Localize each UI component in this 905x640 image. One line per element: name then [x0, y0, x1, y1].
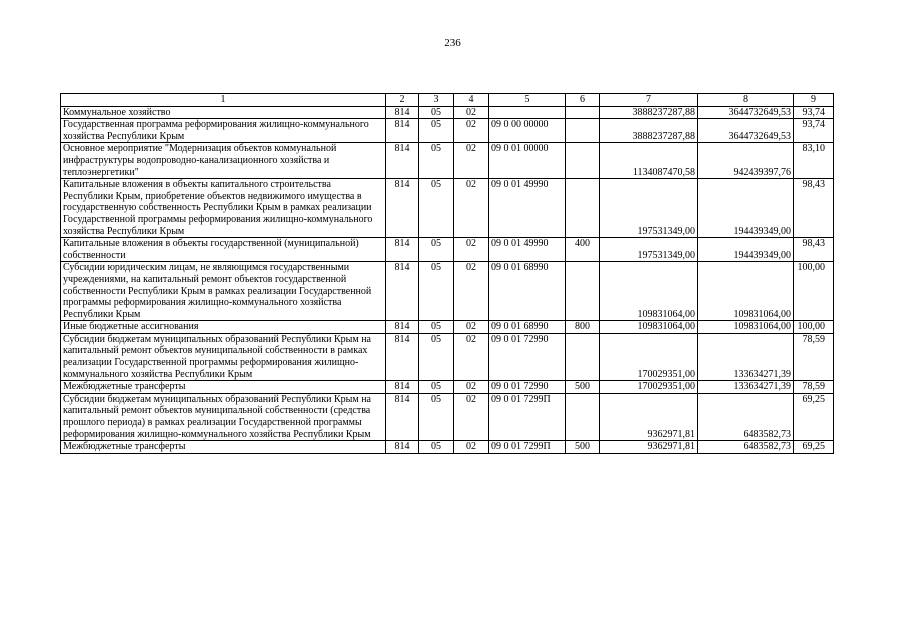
- row-amount-plan-cell: 109831064,00: [600, 262, 698, 321]
- row-amount-actual-cell: 3644732649,53: [698, 119, 794, 143]
- row-target-article-cell: 09 0 01 68990: [489, 262, 566, 321]
- row-amount-actual-cell: 194439349,00: [698, 238, 794, 262]
- table-row: [61, 321, 834, 334]
- row-subsection-cell: 02: [454, 238, 489, 262]
- row-target-article-cell: 09 0 01 72990: [489, 381, 566, 394]
- row-expense-type-cell: [566, 393, 600, 440]
- row-code-cell: 814: [386, 441, 419, 454]
- row-amount-actual-cell: 109831064,00: [698, 262, 794, 321]
- row-amount-actual-cell: 3644732649,53: [698, 106, 794, 119]
- row-expense-type-cell: [566, 333, 600, 380]
- row-subsection-cell: 02: [454, 106, 489, 119]
- row-amount-plan-cell: 1134087470,58: [600, 143, 698, 179]
- row-percent-cell: 93,74: [794, 119, 834, 143]
- row-subsection-cell: 02: [454, 381, 489, 394]
- row-name-cell: Иные бюджетные ассигнования: [61, 321, 386, 334]
- table-row: [61, 441, 834, 454]
- header-cell: 9: [794, 94, 834, 107]
- row-target-article-cell: 09 0 01 49990: [489, 238, 566, 262]
- row-expense-type-cell: 500: [566, 381, 600, 394]
- row-subsection-cell: 02: [454, 441, 489, 454]
- row-name-cell: Субсидии бюджетам муниципальных образований Республики Крым на капитальный ремонт объектов муниципальной собственности в рамках реализации Государственной программы реформирования жилищно-коммунального хозяйства Республики Крым: [61, 333, 386, 380]
- row-code-cell: 814: [386, 381, 419, 394]
- row-expense-type-cell: [566, 262, 600, 321]
- header-cell: 6: [566, 94, 600, 107]
- row-section-cell: 05: [419, 381, 454, 394]
- row-section-cell: 05: [419, 179, 454, 238]
- row-amount-plan-cell: 109831064,00: [600, 321, 698, 334]
- row-percent-cell: 93,74: [794, 106, 834, 119]
- row-code-cell: 814: [386, 321, 419, 334]
- row-amount-plan-cell: 170029351,00: [600, 381, 698, 394]
- row-expense-type-cell: 500: [566, 441, 600, 454]
- row-name-cell: Коммунальное хозяйство: [61, 106, 386, 119]
- row-code-cell: 814: [386, 143, 419, 179]
- row-code-cell: 814: [386, 119, 419, 143]
- table-row: [61, 333, 834, 380]
- row-subsection-cell: 02: [454, 321, 489, 334]
- table-row: [61, 143, 834, 179]
- row-expense-type-cell: [566, 106, 600, 119]
- row-code-cell: 814: [386, 106, 419, 119]
- page-number: 236: [444, 37, 461, 49]
- table-row: [61, 119, 834, 143]
- row-percent-cell: 83,10: [794, 143, 834, 179]
- row-subsection-cell: 02: [454, 179, 489, 238]
- row-amount-actual-cell: 194439349,00: [698, 179, 794, 238]
- table-row: [61, 106, 834, 119]
- row-section-cell: 05: [419, 321, 454, 334]
- row-name-cell: Межбюджетные трансферты: [61, 381, 386, 394]
- row-amount-actual-cell: 133634271,39: [698, 333, 794, 380]
- row-percent-cell: 78,59: [794, 333, 834, 380]
- row-percent-cell: 100,00: [794, 321, 834, 334]
- row-subsection-cell: 02: [454, 143, 489, 179]
- row-amount-plan-cell: 170029351,00: [600, 333, 698, 380]
- row-section-cell: 05: [419, 441, 454, 454]
- table-row: [61, 393, 834, 440]
- row-target-article-cell: 09 0 01 7299П: [489, 393, 566, 440]
- row-section-cell: 05: [419, 262, 454, 321]
- row-amount-actual-cell: 109831064,00: [698, 321, 794, 334]
- row-expense-type-cell: [566, 143, 600, 179]
- row-expense-type-cell: 800: [566, 321, 600, 334]
- row-section-cell: 05: [419, 119, 454, 143]
- header-cell: 3: [419, 94, 454, 107]
- row-target-article-cell: 09 0 01 68990: [489, 321, 566, 334]
- row-target-article-cell: 09 0 01 7299П: [489, 441, 566, 454]
- header-cell: 4: [454, 94, 489, 107]
- row-percent-cell: 98,43: [794, 238, 834, 262]
- table-row: [61, 262, 834, 321]
- row-amount-plan-cell: 3888237287,88: [600, 106, 698, 119]
- budget-table: [60, 93, 834, 454]
- row-code-cell: 814: [386, 333, 419, 380]
- header-cell: 5: [489, 94, 566, 107]
- row-amount-actual-cell: 133634271,39: [698, 381, 794, 394]
- row-subsection-cell: 02: [454, 333, 489, 380]
- row-amount-actual-cell: 6483582,73: [698, 393, 794, 440]
- row-code-cell: 814: [386, 238, 419, 262]
- row-target-article-cell: 09 0 00 00000: [489, 119, 566, 143]
- row-section-cell: 05: [419, 106, 454, 119]
- row-name-cell: Основное мероприятие "Модернизация объектов коммунальной инфраструктуры водопроводно-канализационного хозяйства и теплоэнергетики": [61, 143, 386, 179]
- row-target-article-cell: 09 0 01 00000: [489, 143, 566, 179]
- row-amount-plan-cell: 197531349,00: [600, 238, 698, 262]
- row-amount-plan-cell: 197531349,00: [600, 179, 698, 238]
- row-subsection-cell: 02: [454, 119, 489, 143]
- row-expense-type-cell: [566, 119, 600, 143]
- row-name-cell: Капитальные вложения в объекты государственной (муниципальной) собственности: [61, 238, 386, 262]
- row-name-cell: Межбюджетные трансферты: [61, 441, 386, 454]
- row-target-article-cell: 09 0 01 72990: [489, 333, 566, 380]
- row-expense-type-cell: 400: [566, 238, 600, 262]
- header-cell: 7: [600, 94, 698, 107]
- row-target-article-cell: [489, 106, 566, 119]
- row-section-cell: 05: [419, 393, 454, 440]
- header-cell: 2: [386, 94, 419, 107]
- row-amount-actual-cell: 942439397,76: [698, 143, 794, 179]
- row-amount-plan-cell: 3888237287,88: [600, 119, 698, 143]
- row-amount-actual-cell: 6483582,73: [698, 441, 794, 454]
- row-name-cell: Капитальные вложения в объекты капитального строительства Республики Крым, приобретение объектов недвижимого имущества в государственную собственность Республики Крым в рамках реализации Государственной программы реформирования жилищно-коммунального хозяйства Республики Крым: [61, 179, 386, 238]
- row-section-cell: 05: [419, 238, 454, 262]
- row-expense-type-cell: [566, 179, 600, 238]
- table-row: [61, 238, 834, 262]
- row-section-cell: 05: [419, 333, 454, 380]
- table-row: [61, 381, 834, 394]
- row-code-cell: 814: [386, 179, 419, 238]
- row-amount-plan-cell: 9362971,81: [600, 393, 698, 440]
- row-percent-cell: 78,59: [794, 381, 834, 394]
- row-code-cell: 814: [386, 262, 419, 321]
- row-name-cell: Субсидии бюджетам муниципальных образований Республики Крым на капитальный ремонт объектов муниципальной собственности (средства прошлого периода) в рамках реализации Государственной программы реформирования жилищно-коммунального хозяйства Республики Крым: [61, 393, 386, 440]
- row-subsection-cell: 02: [454, 262, 489, 321]
- row-name-cell: Государственная программа реформирования жилищно-коммунального хозяйства Республики Крым: [61, 119, 386, 143]
- row-percent-cell: 69,25: [794, 393, 834, 440]
- row-section-cell: 05: [419, 143, 454, 179]
- row-amount-plan-cell: 9362971,81: [600, 441, 698, 454]
- header-cell: 8: [698, 94, 794, 107]
- header-cell: 1: [61, 94, 386, 107]
- row-target-article-cell: 09 0 01 49990: [489, 179, 566, 238]
- row-percent-cell: 100,00: [794, 262, 834, 321]
- header-row: [61, 94, 834, 107]
- row-subsection-cell: 02: [454, 393, 489, 440]
- row-percent-cell: 98,43: [794, 179, 834, 238]
- row-code-cell: 814: [386, 393, 419, 440]
- row-percent-cell: 69,25: [794, 441, 834, 454]
- table-row: [61, 179, 834, 238]
- row-name-cell: Субсидии юридическим лицам, не являющимся государственными учреждениями, на капитальный ремонт объектов государственной собственности Республики Крым в рамках реализации Государственной программы реформирования жилищно-коммунального хозяйства Республики Крым: [61, 262, 386, 321]
